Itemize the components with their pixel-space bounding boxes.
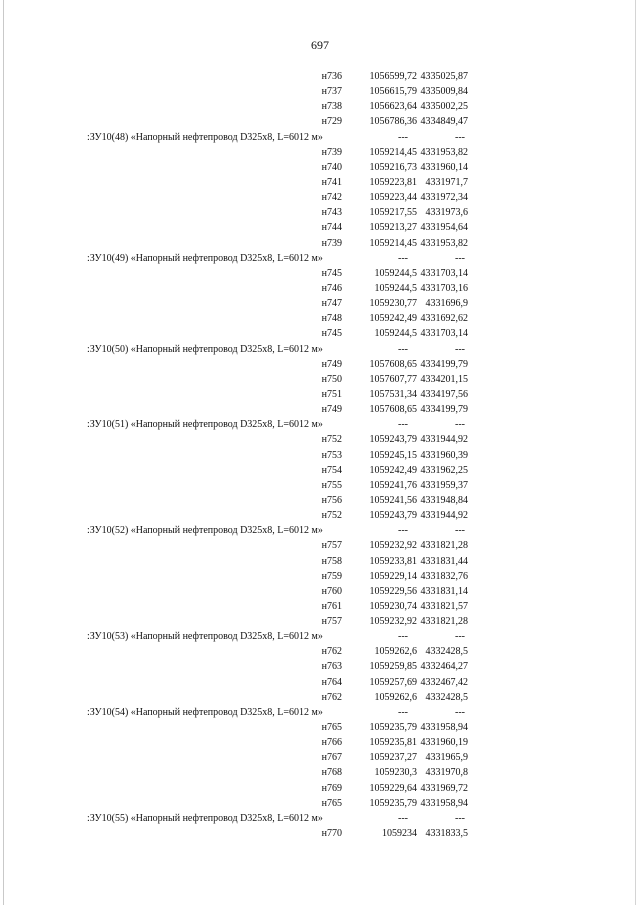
point-id: н756 — [321, 494, 342, 506]
point-id: н763 — [321, 661, 342, 673]
x-coordinate: 1059262,6 — [374, 646, 417, 658]
x-coordinate: 1059223,81 — [369, 176, 417, 188]
x-coordinate: 1057608,65 — [369, 404, 417, 416]
y-coordinate: 4331832,76 — [420, 570, 468, 582]
section-title: :ЗУ10(50) «Напорный нефтепровод D325x8, L=6012 м» — [87, 343, 323, 355]
coordinate-row — [0, 750, 640, 765]
x-placeholder: --- — [398, 525, 408, 537]
coordinate-row — [0, 584, 640, 599]
x-coordinate: 1059243,79 — [369, 510, 417, 522]
point-id: н729 — [321, 116, 342, 128]
coordinate-row — [0, 99, 640, 114]
x-coordinate: 1057531,34 — [369, 388, 417, 400]
coordinate-row — [0, 478, 640, 493]
x-coordinate: 1059245,15 — [369, 449, 417, 461]
x-placeholder: --- — [398, 131, 408, 143]
x-coordinate: 1059241,76 — [369, 479, 417, 491]
coordinate-row — [0, 296, 640, 311]
point-id: н765 — [321, 722, 342, 734]
coordinate-row — [0, 493, 640, 508]
y-coordinate: 4331696,9 — [425, 298, 468, 310]
section-row — [0, 417, 640, 432]
y-coordinate: 4331953,82 — [420, 237, 468, 249]
x-coordinate: 1056623,64 — [369, 101, 417, 113]
x-coordinate: 1059229,64 — [369, 782, 417, 794]
coordinate-row — [0, 220, 640, 235]
x-coordinate: 1059259,85 — [369, 661, 417, 673]
section-title: :ЗУ10(55) «Напорный нефтепровод D325x8, L=6012 м» — [87, 812, 323, 824]
point-id: н753 — [321, 449, 342, 461]
y-placeholder: --- — [455, 419, 465, 431]
y-coordinate: 4331821,28 — [420, 540, 468, 552]
y-placeholder: --- — [455, 812, 465, 824]
y-coordinate: 4331960,14 — [420, 161, 468, 173]
section-title: :ЗУ10(54) «Напорный нефтепровод D325x8, L=6012 м» — [87, 706, 323, 718]
y-coordinate: 4331954,64 — [420, 222, 468, 234]
y-coordinate: 4331960,39 — [420, 449, 468, 461]
point-id: н742 — [321, 192, 342, 204]
point-id: н751 — [321, 388, 342, 400]
coordinate-row — [0, 554, 640, 569]
coordinate-row — [0, 326, 640, 341]
x-placeholder: --- — [398, 343, 408, 355]
y-coordinate: 4331833,5 — [425, 828, 468, 840]
x-coordinate: 1059229,56 — [369, 585, 417, 597]
y-coordinate: 4331831,44 — [420, 555, 468, 567]
coordinate-row — [0, 266, 640, 281]
point-id: н738 — [321, 101, 342, 113]
coordinate-row — [0, 145, 640, 160]
coordinate-table — [0, 69, 640, 841]
section-row — [0, 130, 640, 145]
point-id: н736 — [321, 71, 342, 82]
section-row — [0, 251, 640, 266]
y-coordinate: 4331962,25 — [420, 464, 468, 476]
x-coordinate: 1059235,79 — [369, 797, 417, 809]
y-coordinate: 4331958,94 — [420, 797, 468, 809]
coordinate-row — [0, 402, 640, 417]
point-id: н748 — [321, 313, 342, 325]
y-coordinate: 4335002,25 — [420, 101, 468, 113]
y-coordinate: 4331965,9 — [425, 752, 468, 764]
y-coordinate: 4331970,8 — [425, 767, 468, 779]
coordinate-row — [0, 720, 640, 735]
x-coordinate: 1059243,79 — [369, 434, 417, 446]
y-coordinate: 4331692,62 — [420, 313, 468, 325]
coordinate-row — [0, 614, 640, 629]
point-id: н758 — [321, 555, 342, 567]
x-coordinate: 1059241,56 — [369, 494, 417, 506]
coordinate-row — [0, 675, 640, 690]
point-id: н739 — [321, 237, 342, 249]
section-title: :ЗУ10(52) «Напорный нефтепровод D325x8, L=6012 м» — [87, 525, 323, 537]
y-coordinate: 4331703,14 — [420, 328, 468, 340]
y-coordinate: 4331972,34 — [420, 192, 468, 204]
y-placeholder: --- — [455, 525, 465, 537]
x-placeholder: --- — [398, 252, 408, 264]
y-placeholder: --- — [455, 631, 465, 643]
point-id: н745 — [321, 328, 342, 340]
page-number: 697 — [311, 38, 329, 52]
y-coordinate: 4331960,19 — [420, 737, 468, 749]
section-title: :ЗУ10(53) «Напорный нефтепровод D325x8, L=6012 м» — [87, 631, 323, 643]
point-id: н760 — [321, 585, 342, 597]
y-coordinate: 4331944,92 — [420, 510, 468, 522]
y-coordinate: 4332428,5 — [425, 646, 468, 658]
y-coordinate: 4331703,16 — [420, 282, 468, 294]
x-coordinate: 1059216,73 — [369, 161, 417, 173]
x-coordinate: 1059232,92 — [369, 616, 417, 628]
coordinate-row — [0, 175, 640, 190]
y-coordinate: 4331971,7 — [425, 176, 468, 188]
y-coordinate: 4332464,27 — [420, 661, 468, 673]
y-placeholder: --- — [455, 131, 465, 143]
coordinate-row — [0, 644, 640, 659]
x-coordinate: 1059214,45 — [369, 237, 417, 249]
coordinate-row — [0, 311, 640, 326]
point-id: н762 — [321, 646, 342, 658]
point-id: н762 — [321, 691, 342, 703]
x-placeholder: --- — [398, 812, 408, 824]
x-coordinate: 1059217,55 — [369, 207, 417, 219]
x-coordinate: 1059244,5 — [374, 328, 417, 340]
coordinate-row — [0, 372, 640, 387]
y-coordinate: 4334197,56 — [420, 388, 468, 400]
section-row — [0, 342, 640, 357]
y-coordinate: 4334199,79 — [420, 358, 468, 370]
point-id: н755 — [321, 479, 342, 491]
point-id: н749 — [321, 404, 342, 416]
x-coordinate: 1059214,45 — [369, 146, 417, 158]
y-coordinate: 4331821,57 — [420, 600, 468, 612]
section-title: :ЗУ10(48) «Напорный нефтепровод D325x8, L=6012 м» — [87, 131, 323, 143]
x-coordinate: 1059233,81 — [369, 555, 417, 567]
point-id: н745 — [321, 267, 342, 279]
point-id: н752 — [321, 510, 342, 522]
coordinate-row — [0, 448, 640, 463]
x-placeholder: --- — [398, 706, 408, 718]
y-coordinate: 4335009,84 — [420, 86, 468, 98]
y-placeholder: --- — [455, 252, 465, 264]
point-id: н744 — [321, 222, 342, 234]
coordinate-row — [0, 781, 640, 796]
point-id: н766 — [321, 737, 342, 749]
coordinate-row — [0, 205, 640, 220]
point-id: н746 — [321, 282, 342, 294]
y-coordinate: 4331953,82 — [420, 146, 468, 158]
point-id: н768 — [321, 767, 342, 779]
point-id: н767 — [321, 752, 342, 764]
coordinate-row — [0, 432, 640, 447]
coordinate-row — [0, 387, 640, 402]
coordinate-row — [0, 765, 640, 780]
point-id: н770 — [321, 828, 342, 840]
point-id: н769 — [321, 782, 342, 794]
y-coordinate: 4331959,37 — [420, 479, 468, 491]
x-coordinate: 1059230,74 — [369, 600, 417, 612]
x-coordinate: 1059223,44 — [369, 192, 417, 204]
coordinate-row — [0, 236, 640, 251]
point-id: н741 — [321, 176, 342, 188]
y-coordinate: 4332428,5 — [425, 691, 468, 703]
x-coordinate: 1059257,69 — [369, 676, 417, 688]
x-coordinate: 1059230,77 — [369, 298, 417, 310]
y-coordinate: 4331948,84 — [420, 494, 468, 506]
y-coordinate: 4335025,87 — [420, 71, 468, 82]
x-coordinate: 1056599,72 — [369, 71, 417, 82]
section-row — [0, 629, 640, 644]
y-coordinate: 4331973,6 — [425, 207, 468, 219]
point-id: н737 — [321, 86, 342, 98]
y-coordinate: 4334201,15 — [420, 373, 468, 385]
y-placeholder: --- — [455, 706, 465, 718]
coordinate-row — [0, 796, 640, 811]
x-coordinate: 1059242,49 — [369, 313, 417, 325]
coordinate-row — [0, 357, 640, 372]
x-coordinate: 1056786,36 — [369, 116, 417, 128]
point-id: н759 — [321, 570, 342, 582]
y-coordinate: 4331958,94 — [420, 722, 468, 734]
y-coordinate: 4334849,47 — [420, 116, 468, 128]
point-id: н747 — [321, 298, 342, 310]
coordinate-row — [0, 826, 640, 841]
section-title: :ЗУ10(49) «Напорный нефтепровод D325x8, L=6012 м» — [87, 252, 323, 264]
x-coordinate: 1059244,5 — [374, 267, 417, 279]
coordinate-row — [0, 463, 640, 478]
x-coordinate: 1059229,14 — [369, 570, 417, 582]
section-title: :ЗУ10(51) «Напорный нефтепровод D325x8, L=6012 м» — [87, 419, 323, 431]
coordinate-row — [0, 84, 640, 99]
coordinate-row — [0, 508, 640, 523]
section-row — [0, 523, 640, 538]
point-id: н764 — [321, 676, 342, 688]
x-coordinate: 1059244,5 — [374, 282, 417, 294]
coordinate-row — [0, 114, 640, 129]
x-coordinate: 1057607,77 — [369, 373, 417, 385]
y-coordinate: 4331969,72 — [420, 782, 468, 794]
x-coordinate: 1059213,27 — [369, 222, 417, 234]
x-placeholder: --- — [398, 631, 408, 643]
y-coordinate: 4331831,14 — [420, 585, 468, 597]
point-id: н752 — [321, 434, 342, 446]
coordinate-row — [0, 281, 640, 296]
point-id: н765 — [321, 797, 342, 809]
coordinate-row — [0, 569, 640, 584]
point-id: н754 — [321, 464, 342, 476]
x-coordinate: 1059237,27 — [369, 752, 417, 764]
y-placeholder: --- — [455, 343, 465, 355]
coordinate-row — [0, 659, 640, 674]
x-coordinate: 1059262,6 — [374, 691, 417, 703]
point-id: н750 — [321, 373, 342, 385]
x-coordinate: 1059235,79 — [369, 722, 417, 734]
y-coordinate: 4332467,42 — [420, 676, 468, 688]
x-coordinate: 1059242,49 — [369, 464, 417, 476]
x-placeholder: --- — [398, 419, 408, 431]
y-coordinate: 4334199,79 — [420, 404, 468, 416]
coordinate-row — [0, 538, 640, 553]
point-id: н743 — [321, 207, 342, 219]
section-row — [0, 705, 640, 720]
coordinate-row — [0, 160, 640, 175]
point-id: н739 — [321, 146, 342, 158]
point-id: н749 — [321, 358, 342, 370]
point-id: н761 — [321, 600, 342, 612]
point-id: н757 — [321, 540, 342, 552]
x-coordinate: 1057608,65 — [369, 358, 417, 370]
coordinate-row — [0, 190, 640, 205]
x-coordinate: 1059230,3 — [374, 767, 417, 779]
x-coordinate: 1059234 — [382, 828, 417, 840]
coordinate-row — [0, 690, 640, 705]
x-coordinate: 1056615,79 — [369, 86, 417, 98]
y-coordinate: 4331703,14 — [420, 267, 468, 279]
point-id: н757 — [321, 616, 342, 628]
x-coordinate: 1059232,92 — [369, 540, 417, 552]
coordinate-row — [0, 735, 640, 750]
section-row — [0, 811, 640, 826]
y-coordinate: 4331821,28 — [420, 616, 468, 628]
y-coordinate: 4331944,92 — [420, 434, 468, 446]
coordinate-row — [0, 69, 640, 84]
coordinate-row — [0, 599, 640, 614]
point-id: н740 — [321, 161, 342, 173]
x-coordinate: 1059235,81 — [369, 737, 417, 749]
